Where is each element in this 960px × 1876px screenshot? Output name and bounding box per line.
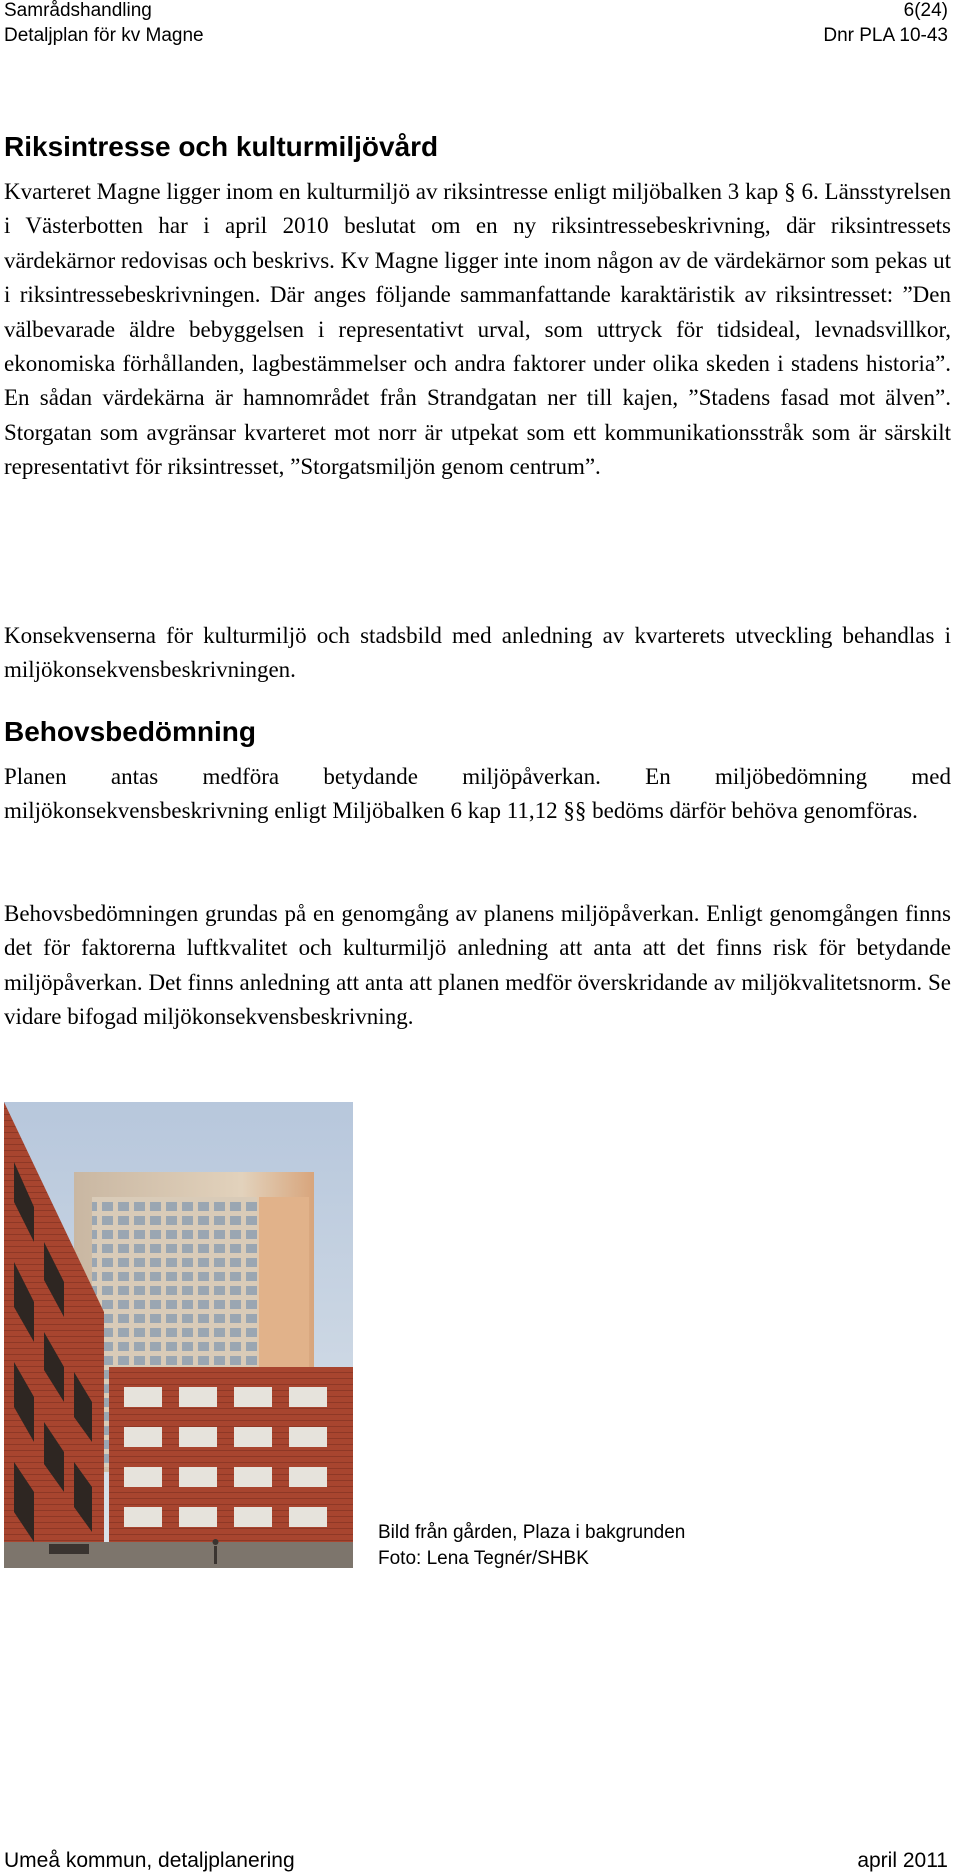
- courtyard-photo: [4, 1102, 353, 1568]
- paragraph-riksintresse: Kvarteret Magne ligger inom en kulturmiljö av riksintresse enligt miljöbalken 3 kap § 6. Länsstyrelsen i Västerbotten har i april 2010 beslutat om en ny riksintressebeskrivning, där riksintressets värdekärnor redovisas och beskrivs. Kv Magne ligger inte inom någon av de värdekärnor som pekas ut i riksintressebeskrivningen. Där anges följande sammanfattande karaktäristik av riksintresset: ”Den välbevarade äldre bebyggelsen i representativt urval, som uttryck för tidsideal, levnadsvillkor, ekonomiska förhållanden, lagbestämmelser och andra faktorer under olika skeden i stadens historia”. En sådan värdekärna är hamnområdet från Strandgatan ner till kajen, ”Stadens fasad mot älven”. Storgatan som avgränsar kvarteret mot norr är utpekat som ett kommunikationsstråk som är särskilt representativt för riksintresset, ”Storgatsmiljön genom centrum”.: [4, 179, 951, 480]
- page-header-row-2: [4, 25, 948, 47]
- photo-caption: [378, 1520, 685, 1572]
- section-heading-riksintresse: Riksintresse och kulturmiljövård: [4, 131, 439, 162]
- section-heading-behovsbedomning: Behovsbedömning: [4, 716, 257, 747]
- paragraph-behovsbedomning-1: Planen antas medföra betydande miljöpåverkan. En miljöbedömning med miljökonsekvensbeskrivning enligt Miljöbalken 6 kap 11,12 §§ bedöms därför behöva genomföras.: [4, 764, 951, 824]
- caption-title: Bild från gården, Plaza i bakgrunden: [378, 1522, 686, 1543]
- document-type: Samrådshandling: [4, 0, 152, 21]
- page-header-row-1: [4, 0, 948, 22]
- paragraph-behovsbedomning-2: Behovsbedömningen grundas på en genomgång av planens miljöpåverkan. Enligt genomgången finns det för faktorerna luftkvalitet och kulturmiljö anledning att anta att det finns risk för betydande miljöpåverkan. Det finns anledning att anta att planen medför överskridande av miljökvalitetsnorm. Se vidare bifogad miljökonsekvensbeskrivning.: [4, 901, 951, 1030]
- diary-number: Dnr PLA 10-43: [823, 25, 948, 46]
- footer-date: april 2011: [857, 1849, 948, 1872]
- paragraph-konsekvenser: Konsekvenserna för kulturmiljö och stadsbild med anledning av kvarterets utveckling behandlas i miljökonsekvensbeskrivningen.: [4, 623, 951, 683]
- page-number: 6(24): [903, 0, 948, 21]
- footer-organization: Umeå kommun, detaljplanering: [4, 1849, 295, 1872]
- page-footer: [4, 1848, 948, 1874]
- plan-name: Detaljplan för kv Magne: [4, 25, 204, 46]
- caption-credit: Foto: Lena Tegnér/SHBK: [378, 1548, 589, 1569]
